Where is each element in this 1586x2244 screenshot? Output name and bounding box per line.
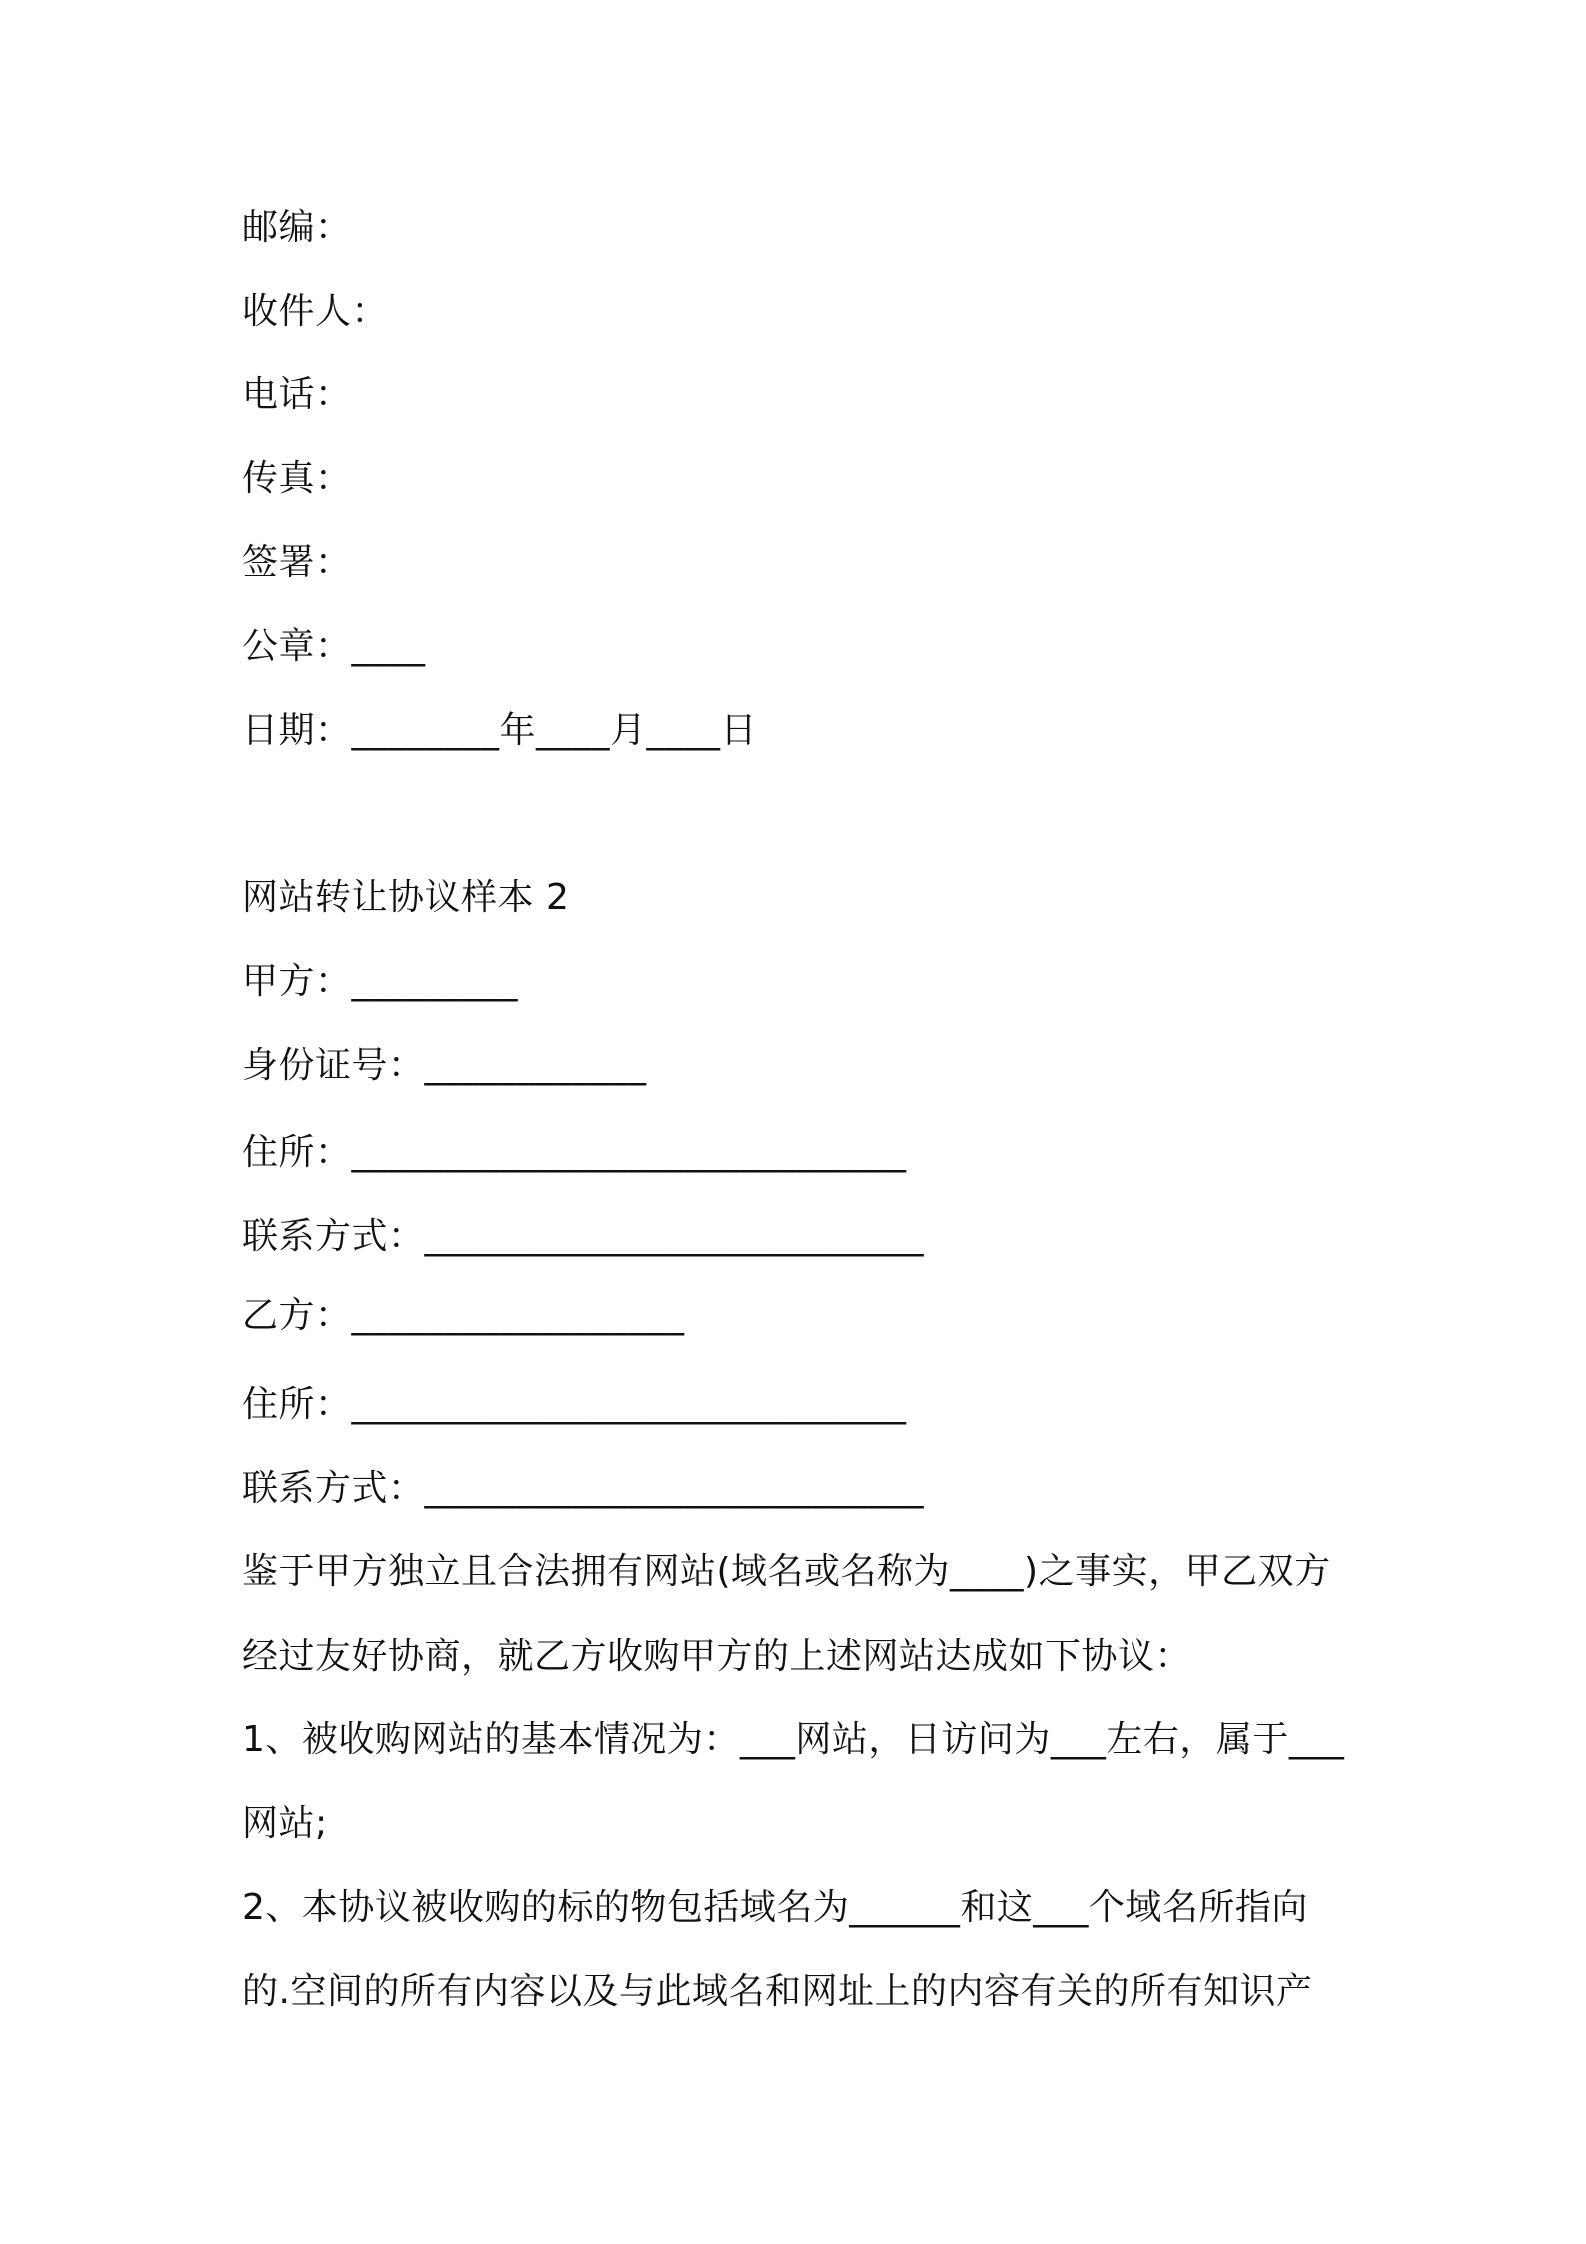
phone-field: 电话： <box>242 374 352 415</box>
clause-1-continuation: 网站; <box>242 1803 328 1844</box>
party-a-contact-field: 联系方式：___________________________ <box>242 1216 925 1257</box>
party-b-contact-field: 联系方式：___________________________ <box>242 1468 925 1509</box>
id-number-field: 身份证号：____________ <box>242 1045 647 1086</box>
party-b-address-field: 住所：______________________________ <box>242 1384 907 1425</box>
fax-field: 传真： <box>242 458 352 499</box>
clause-2-line: 2、本协议被收购的标的物包括域名为______和这___个域名所指向 <box>242 1887 1308 1928</box>
official-seal-field: 公章：____ <box>242 626 426 667</box>
postcode-field: 邮编： <box>242 207 352 248</box>
section-title: 网站转让协议样本 2 <box>242 877 570 918</box>
signature-field: 签署： <box>242 542 352 583</box>
body-line: 经过友好协商，就乙方收购甲方的上述网站达成如下协议： <box>242 1636 1192 1677</box>
party-a-field: 甲方：_________ <box>242 961 519 1002</box>
recipient-field: 收件人： <box>242 291 389 332</box>
party-a-address-field: 住所：______________________________ <box>242 1132 907 1173</box>
date-field: 日期：________年____月____日 <box>242 710 758 751</box>
clause-2-continuation: 的.空间的所有内容以及与此域名和网址上的内容有关的所有知识产 <box>242 1971 1313 2012</box>
body-line: 鉴于甲方独立且合法拥有网站(域名或名称为____)之事实，甲乙双方 <box>242 1551 1331 1592</box>
clause-1-line: 1、被收购网站的基本情况为：___网站，日访问为___左右，属于___ <box>242 1719 1345 1760</box>
party-b-field: 乙方：__________________ <box>242 1295 685 1336</box>
